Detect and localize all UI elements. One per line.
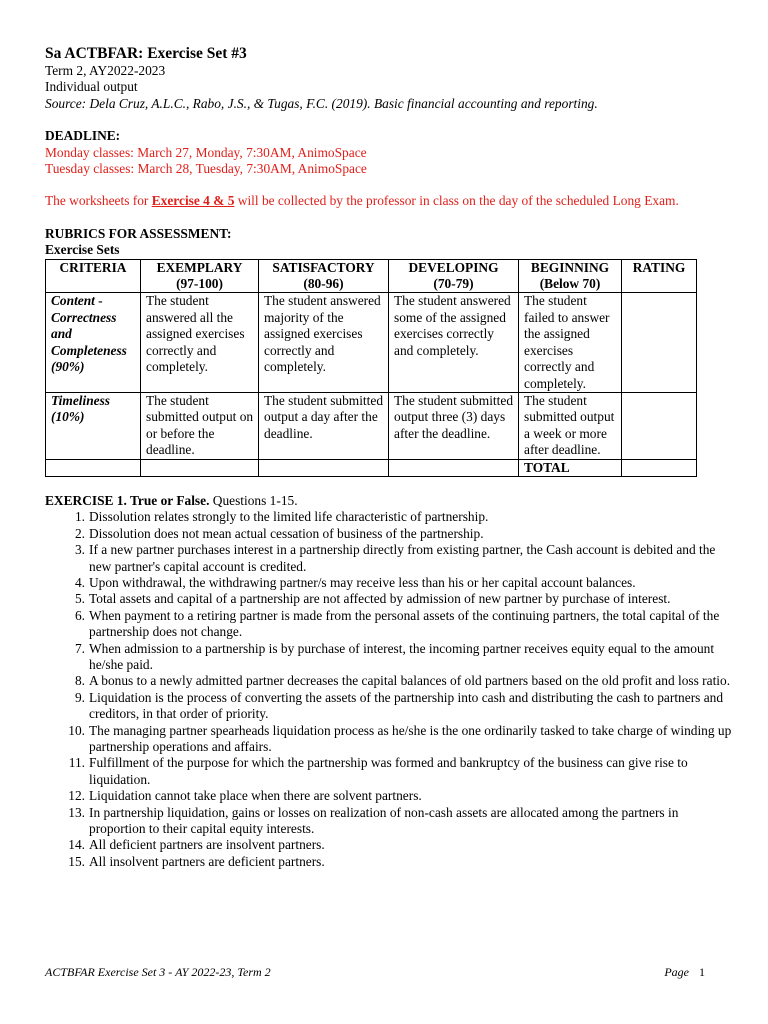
developing-cell: The student submitted output three (3) days after the deadline.: [389, 392, 519, 459]
question-number: 5.: [74, 591, 85, 607]
output-type-line: Individual output: [45, 79, 138, 95]
beginning-cell: The student submitted output a week or more after deadline.: [519, 392, 622, 459]
exemplary-cell: The student submitted output on or before the deadline.: [141, 392, 259, 459]
criteria-cell: Timeliness (10%): [46, 392, 141, 459]
footer-page: [664, 964, 705, 980]
deadline-monday: Monday classes: March 27, Monday, 7:30AM, AnimoSpace: [45, 144, 367, 160]
question-item: [68, 722, 735, 756]
rubrics-heading: RUBRICS FOR ASSESSMENT:: [45, 225, 232, 241]
col-header-developing: DEVELOPING (70-79): [389, 259, 519, 293]
worksheets-note-post: will be collected by the professor in class on the day of the scheduled Long Exam.: [234, 193, 679, 209]
rubrics-subheading: Exercise Sets: [45, 242, 120, 258]
total-value-cell: [622, 459, 697, 476]
question-text: In partnership liquidation, gains or losses on realization of non-cash assets are allocated among the partners in proportion to their capital equity interests.: [89, 804, 679, 837]
question-number: 8.: [74, 673, 85, 689]
col-header-beginning: BEGINNING (Below 70): [519, 259, 622, 293]
document-page: [45, 44, 735, 870]
criteria-cell: Content - Correctness and Completeness (90%): [46, 293, 141, 392]
col-header-satisfactory: SATISFACTORY (80-96): [259, 259, 389, 293]
question-number: 12.: [68, 788, 85, 804]
question-text: Dissolution relates strongly to the limited life characteristic of partnership.: [89, 509, 489, 525]
col-header-rating: RATING: [622, 259, 697, 293]
question-item: [74, 591, 735, 607]
question-item: [68, 804, 735, 838]
worksheets-note: [45, 193, 735, 209]
rating-cell: [622, 392, 697, 459]
question-text: The managing partner spearheads liquidation process as he/she is the one ordinarily tasked to take charge of winding up partnership operations and affairs.: [89, 722, 732, 755]
col-header-exemplary: EXEMPLARY (97-100): [141, 259, 259, 293]
question-text: A bonus to a newly admitted partner decreases the capital balances of old partners based on the old profit and loss ratio.: [89, 673, 731, 689]
question-item: [68, 788, 735, 804]
question-item: [74, 673, 735, 689]
question-number: 1.: [74, 509, 85, 525]
beginning-cell: The student failed to answer the assigned exercises correctly and completely.: [519, 293, 622, 392]
question-text: Liquidation cannot take place when there are solvent partners.: [89, 788, 422, 804]
question-number: 11.: [68, 755, 85, 771]
question-text: Dissolution does not mean actual cessation of business of the partnership.: [89, 525, 484, 541]
question-item: [68, 853, 735, 870]
question-item: [68, 837, 735, 853]
question-text: Liquidation is the process of converting the assets of the partnership into cash and distributing the cash to partners and creditors, in that order of priority.: [89, 689, 724, 722]
question-number: 4.: [74, 574, 85, 590]
question-text: When admission to a partnership is by purchase of interest, the incoming partner receives equity equal to the amount he/she paid.: [89, 640, 715, 672]
worksheets-note-pre: The worksheets for: [45, 193, 152, 209]
rubric-row-content: [46, 293, 697, 392]
question-item: [74, 607, 735, 641]
satisfactory-cell: The student answered majority of the assigned exercises correctly and completely.: [259, 293, 389, 392]
rubric-header-row: [46, 259, 697, 293]
question-number: 3.: [74, 542, 85, 558]
question-text: Total assets and capital of a partnership are not affected by admission of new partner by purchase of interest.: [89, 591, 671, 607]
footer-page-label: Page: [664, 965, 689, 979]
exercise1-heading: [45, 493, 735, 509]
exemplary-cell: The student answered all the assigned exercises correctly and completely.: [141, 293, 259, 392]
question-item: [74, 525, 735, 542]
footer-left-text: ACTBFAR Exercise Set 3 - AY 2022-23, Term 2: [45, 965, 271, 979]
rating-cell: [622, 293, 697, 392]
question-number: 2.: [74, 525, 85, 541]
deadline-label: DEADLINE:: [45, 128, 121, 144]
question-number: 15.: [68, 853, 85, 869]
question-list: [45, 509, 735, 870]
question-number: 13.: [68, 804, 85, 820]
question-text: If a new partner purchases interest in a partnership directly from existing partner, the Cash account is debited and the new partner's capital account is credited.: [89, 542, 716, 574]
rubric-table: [45, 259, 697, 477]
question-text: All insolvent partners are deficient partners.: [89, 853, 325, 869]
question-text: All deficient partners are insolvent partners.: [89, 837, 325, 853]
exercise1-subtitle: Questions 1-15.: [209, 492, 298, 508]
question-item: [74, 509, 735, 525]
total-label: TOTAL: [519, 459, 622, 476]
question-number: 6.: [74, 607, 85, 623]
question-number: 7.: [74, 640, 85, 656]
question-item: [74, 640, 735, 674]
satisfactory-cell: The student submitted output a day after the deadline.: [259, 392, 389, 459]
question-text: Fulfillment of the purpose for which the partnership was formed and bankruptcy of the business can give rise to liquidation.: [89, 755, 688, 787]
source-line: Source: Dela Cruz, A.L.C., Rabo, J.S., & Tugas, F.C. (2019). Basic financial accounting and reporting.: [45, 95, 598, 111]
question-number: 9.: [74, 689, 85, 705]
deadline-tuesday: Tuesday classes: March 28, Tuesday, 7:30AM, AnimoSpace: [45, 161, 367, 177]
document-title: Sa ACTBFAR: Exercise Set #3: [45, 45, 247, 62]
col-header-criteria: CRITERIA: [46, 259, 141, 293]
question-item: [74, 574, 735, 591]
footer-page-number: 1: [699, 965, 705, 979]
exercise1-title: EXERCISE 1. True or False.: [45, 492, 210, 508]
rubric-total-row: [46, 459, 697, 476]
question-number: 10.: [68, 722, 85, 738]
term-line: Term 2, AY2022-2023: [45, 63, 166, 78]
question-text: When payment to a retiring partner is made from the personal assets of the continuing partners, the total capital of the partnership does not change.: [89, 607, 720, 640]
question-item: [68, 755, 735, 788]
question-item: [74, 689, 735, 723]
worksheets-note-highlight: Exercise 4 & 5: [151, 193, 235, 209]
question-item: [74, 542, 735, 575]
rubric-row-timeliness: [46, 392, 697, 459]
page-footer: [45, 964, 705, 980]
question-text: Upon withdrawal, the withdrawing partner/s may receive less than his or her capital account balances.: [89, 574, 636, 590]
question-number: 14.: [68, 837, 85, 853]
developing-cell: The student answered some of the assigned exercises correctly and completely.: [389, 293, 519, 392]
